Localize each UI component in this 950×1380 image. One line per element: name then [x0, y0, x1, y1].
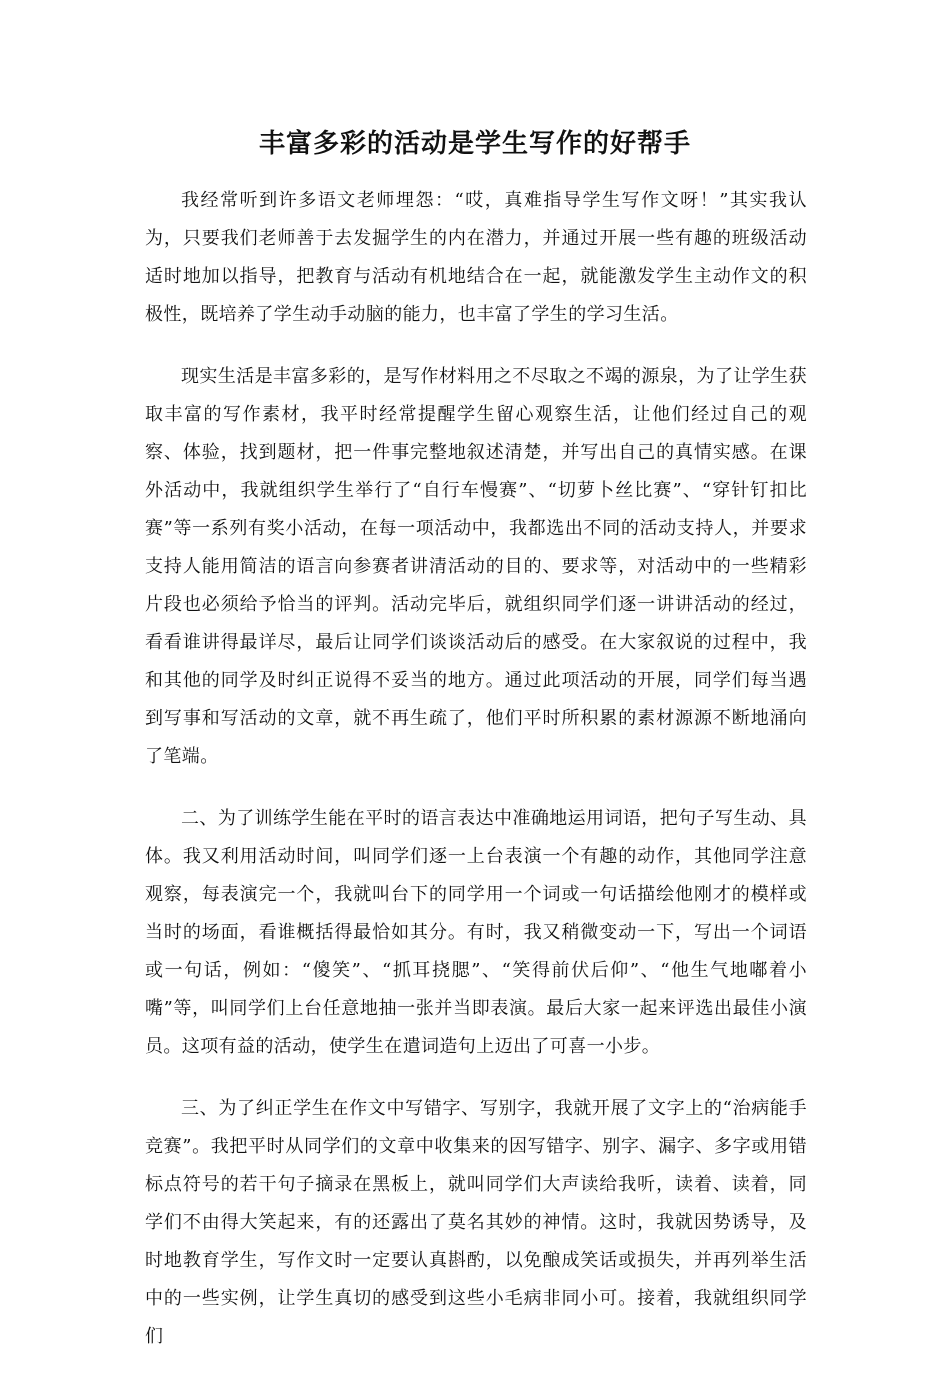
document-title: 丰富多彩的活动是学生写作的好帮手 — [258, 129, 691, 159]
paragraph-section-three: 三、为了纠正学生在作文中写错字、写别字，我就开展了文字上的“治病能手竞赛”。我把平时从同学们的文章中收集来的因写错字、别字、漏字、多字或用错标点符号的若干句子摘录在黑板上，就叫同学们大声读给我听，读着、读着，同学们不由得大笑起来，有的还露出了莫名其妙的神情。这时，我就因势诱导，及时地教育学生，写作文时一定要认真斟酌，以免酿成笑话或损失，并再列举生活中的一些实例，让学生真切的感受到这些小毛病非同小可。接着，我就组织同学们 — [145, 1098, 807, 1347]
paragraph-intro: 我经常听到许多语文老师埋怨：“哎，真难指导学生写作文呀！”其实我认为，只要我们老师善于去发掘学生的内在潜力，并通过开展一些有趣的班级活动适时地加以指导，把教育与活动有机地结合在一起，就能激发学生主动作文的积极性，既培养了学生动手动脑的能力，也丰富了学生的学习生活。 — [145, 190, 807, 325]
paragraph-observation: 现实生活是丰富多彩的，是写作材料用之不尽取之不竭的源泉，为了让学生获取丰富的写作素材，我平时经常提醒学生留心观察生活，让他们经过自己的观察、体验，找到题材，把一件事完整地叙述清楚，并写出自己的真情实感。在课外活动中，我就组织学生举行了“自行车慢赛”、“切萝卜丝比赛”、“穿针钉扣比赛”等一系列有奖小活动，在每一项活动中，我都选出不同的活动支持人，并要求支持人能用简洁的语言向参赛者讲清活动的目的、要求等，对活动中的一些精彩片段也必须给予恰当的评判。活动完毕后，就组织同学们逐一讲讲活动的经过，看看谁讲得最详尽，最后让同学们谈谈活动后的感受。在大家叙说的过程中，我和其他的同学及时纠正说得不妥当的地方。通过此项活动的开展，同学们每当遇到写事和写活动的文章，就不再生疏了，他们平时所积累的素材源源不断地涌向了笔端。 — [145, 366, 807, 767]
document-body — [145, 182, 807, 1380]
paragraph-section-two: 二、为了训练学生能在平时的语言表达中准确地运用词语，把句子写生动、具体。我又利用活动时间，叫同学们逐一上台表演一个有趣的动作，其他同学注意观察，每表演完一个，我就叫台下的同学用一个词或一句话描绘他刚才的模样或当时的场面，看谁概括得最恰如其分。有时，我又稍微变动一下，写出一个词语或一句话，例如：“傻笑”、“抓耳挠腮”、“笑得前伏后仰”、“他生气地嘟着小嘴”等，叫同学们上台任意地抽一张并当即表演。最后大家一起来评选出最佳小演员。这项有益的活动，使学生在遣词造句上迈出了可喜一小步。 — [145, 808, 807, 1057]
